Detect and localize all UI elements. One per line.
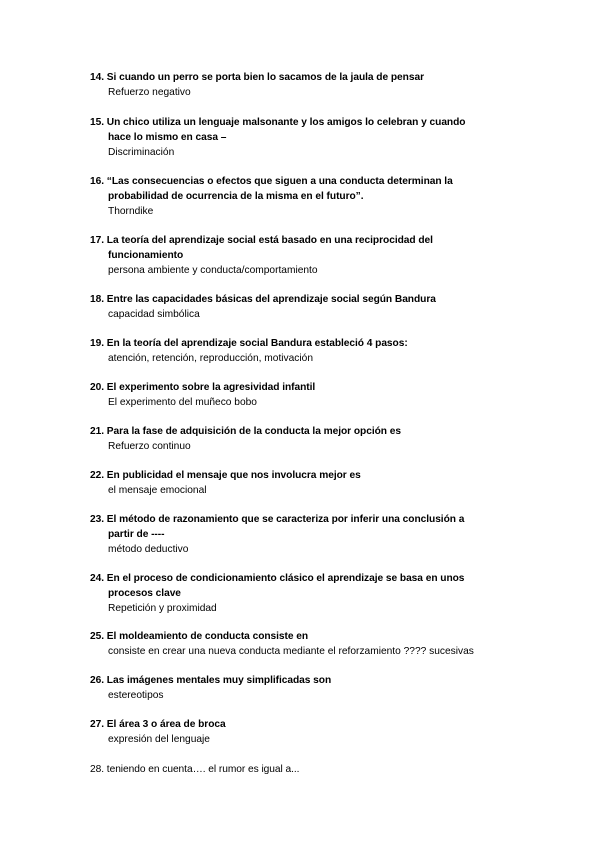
question-body: Las imágenes mentales muy simplificadas son (106, 675, 332, 686)
question-text (90, 512, 515, 542)
question-item-26 (90, 673, 515, 703)
question-text (90, 233, 515, 263)
question-item-24 (90, 571, 515, 616)
question-number: 14. (90, 72, 105, 83)
question-text (90, 70, 515, 85)
question-item-14 (90, 70, 515, 100)
answer-text: Refuerzo continuo (108, 441, 191, 452)
answer-text: persona ambiente y conducta/comportamiento (108, 265, 318, 276)
question-body: En publicidad el mensaje que nos involucra mejor es (106, 470, 361, 481)
question-item-18 (90, 292, 515, 322)
question-item-25 (90, 629, 520, 659)
question-item-28 (90, 762, 515, 777)
answer-text: capacidad simbólica (108, 309, 200, 320)
question-number: 15. (90, 117, 105, 128)
answer-text: consiste en crear una nueva conducta mediante el reforzamiento ???? sucesivas (108, 646, 474, 657)
question-text (90, 380, 515, 395)
question-body: teniendo en cuenta…. el rumor es igual a... (106, 764, 300, 775)
question-body-line2: funcionamiento (108, 250, 184, 261)
answer-text: Discriminación (108, 147, 175, 158)
question-body-line1: La teoría del aprendizaje social está basado en una reciprocidad del (106, 235, 433, 246)
answer-text: atención, retención, reproducción, motivación (108, 353, 313, 364)
answer-text: método deductivo (108, 544, 189, 555)
answer-text: el mensaje emocional (108, 485, 207, 496)
question-body: El área 3 o área de broca (106, 719, 226, 730)
answer-text: Refuerzo negativo (108, 87, 191, 98)
question-item-22 (90, 468, 515, 498)
question-text (90, 424, 515, 439)
question-body: El moldeamiento de conducta consiste en (106, 631, 309, 642)
question-text (90, 468, 515, 483)
question-text (90, 629, 520, 644)
question-item-15 (90, 115, 515, 160)
answer-text: Thorndike (108, 206, 154, 217)
answer-text: expresión del lenguaje (108, 734, 210, 745)
question-number: 28. (90, 764, 105, 775)
question-number: 24. (90, 573, 105, 584)
question-body-line1: Un chico utiliza un lenguaje malsonante y los amigos lo celebran y cuando (106, 117, 466, 128)
question-item-23 (90, 512, 515, 557)
question-item-17 (90, 233, 515, 278)
question-body: Si cuando un perro se porta bien lo sacamos de la jaula de pensar (106, 72, 424, 83)
question-text (90, 336, 515, 351)
answer-text: estereotipos (108, 690, 164, 701)
question-number: 17. (90, 235, 105, 246)
question-number: 21. (90, 426, 105, 437)
question-number: 19. (90, 338, 105, 349)
question-number: 20. (90, 382, 105, 393)
question-item-27 (90, 717, 515, 747)
question-body: En la teoría del aprendizaje social Bandura estableció 4 pasos: (106, 338, 408, 349)
question-item-19 (90, 336, 515, 366)
question-number: 26. (90, 675, 105, 686)
question-text (90, 174, 515, 204)
answer-text: El experimento del muñeco bobo (108, 397, 257, 408)
question-body-line1: “Las consecuencias o efectos que siguen a una conducta determinan la (106, 176, 453, 187)
question-text (90, 571, 515, 601)
question-body-line2: partir de ---- (108, 529, 165, 540)
question-number: 25. (90, 631, 105, 642)
question-number: 23. (90, 514, 105, 525)
question-body: Entre las capacidades básicas del aprendizaje social según Bandura (106, 294, 436, 305)
question-body-line1: En el proceso de condicionamiento clásico el aprendizaje se basa en unos (106, 573, 465, 584)
question-text (90, 762, 515, 777)
question-body-line2: probabilidad de ocurrencia de la misma en el futuro”. (108, 191, 364, 202)
question-body-line2: hace lo mismo en casa – (108, 132, 227, 143)
question-text (90, 717, 515, 732)
question-number: 22. (90, 470, 105, 481)
question-text (90, 115, 515, 145)
question-number: 18. (90, 294, 105, 305)
question-body: Para la fase de adquisición de la conducta la mejor opción es (106, 426, 401, 437)
question-item-20 (90, 380, 515, 410)
question-item-21 (90, 424, 515, 454)
answer-text: Repetición y proximidad (108, 603, 217, 614)
question-text (90, 292, 515, 307)
question-item-16 (90, 174, 515, 219)
question-number: 27. (90, 719, 105, 730)
question-text (90, 673, 515, 688)
question-body: El experimento sobre la agresividad infantil (106, 382, 316, 393)
question-body-line2: procesos clave (108, 588, 181, 599)
question-body-line1: El método de razonamiento que se caracteriza por inferir una conclusión a (106, 514, 465, 525)
question-number: 16. (90, 176, 105, 187)
